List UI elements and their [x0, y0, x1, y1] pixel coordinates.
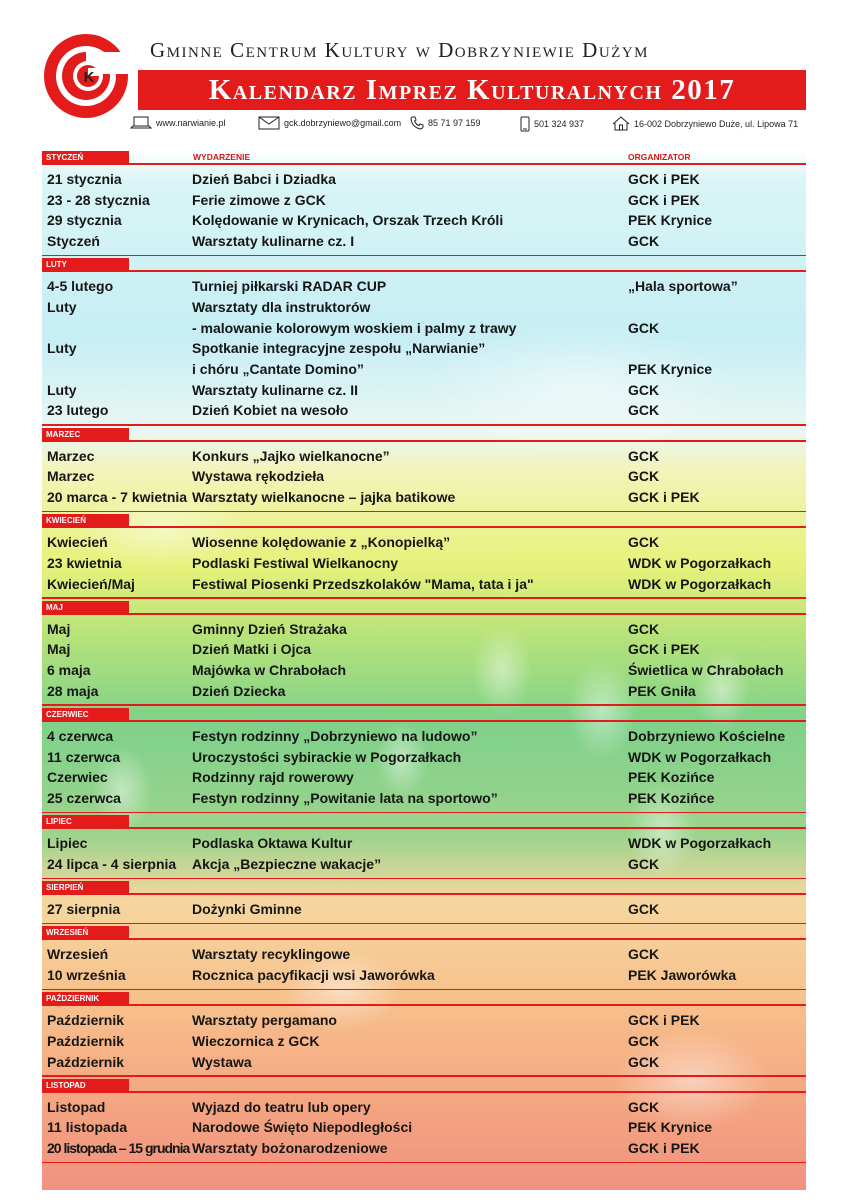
event-title: Warsztaty bożonarodzeniowe [192, 1140, 388, 1157]
month-label: SIERPIEŃ [42, 881, 129, 894]
event-list [42, 897, 806, 920]
event-date: 11 listopada [47, 1119, 128, 1136]
event-list [42, 831, 806, 874]
event-list [42, 1095, 806, 1159]
event-row [42, 788, 806, 809]
column-header-organizer: ORGANIZATOR [628, 152, 691, 162]
house-icon [612, 116, 630, 131]
event-title: Wieczornica z GCK [192, 1032, 320, 1049]
event-list [42, 167, 806, 252]
month-divider [42, 526, 806, 528]
event-row [42, 380, 806, 401]
event-organizer: GCK [628, 381, 660, 398]
event-date: 23 - 28 stycznia [47, 191, 150, 208]
month-label: LIPIEC [42, 815, 129, 828]
event-organizer: GCK [628, 468, 660, 485]
section-bottom-line [42, 424, 806, 426]
event-list [42, 274, 806, 421]
event-date: Lipiec [47, 835, 88, 852]
event-row [42, 854, 806, 875]
event-row [42, 400, 806, 421]
month-label: CZERWIEC [42, 708, 129, 721]
event-title: Majówka w Chrabołach [192, 662, 347, 679]
event-organizer: GCK [628, 855, 660, 872]
event-row [42, 190, 806, 211]
event-date: Wrzesień [47, 946, 109, 963]
event-row [42, 446, 806, 467]
event-organizer: GCK i PEK [628, 1012, 700, 1029]
month-header [42, 991, 806, 1008]
event-title: Podlaski Festiwal Wielkanocny [192, 554, 399, 571]
event-title: Festyn rodzinny „Powitanie lata na sportowo” [192, 790, 498, 806]
event-date: 10 września [47, 966, 126, 983]
envelope-icon [258, 116, 280, 130]
month-label: PAŹDZIERNIK [42, 992, 129, 1005]
event-organizer: Dobrzyniewo Kościelne [628, 727, 786, 744]
month-header [42, 814, 806, 831]
month-header [42, 1078, 806, 1095]
event-row [42, 747, 806, 768]
event-row [42, 1117, 806, 1138]
event-organizer: WDK w Pogorzałkach [628, 575, 772, 592]
event-organizer: GCK [628, 946, 660, 963]
event-title: Wyjazd do teatru lub opery [192, 1098, 371, 1115]
event-organizer: GCK [628, 233, 660, 250]
event-row [42, 1031, 806, 1052]
event-organizer: GCK i PEK [628, 191, 700, 208]
event-row [42, 297, 806, 318]
month-label: LISTOPAD [42, 1079, 129, 1092]
event-organizer: GCK [628, 319, 660, 336]
section-bottom-line [42, 812, 806, 814]
month-label: MAJ [42, 601, 129, 614]
event-organizer: „Hala sportowa” [628, 278, 738, 295]
event-organizer: GCK i PEK [628, 1140, 700, 1157]
mobile-text: 501 324 937 [534, 119, 585, 129]
event-title: i chóru „Cantate Domino” [192, 361, 364, 377]
title-bar [138, 70, 806, 110]
month-label: KWIECIEŃ [42, 514, 129, 527]
event-organizer: PEK Jaworówka [628, 966, 737, 983]
event-organizer: GCK [628, 1098, 660, 1115]
event-organizer: GCK [628, 534, 660, 551]
event-row [42, 210, 806, 231]
event-date: 24 lipca - 4 sierpnia [47, 855, 177, 872]
column-header-event: WYDARZENIE [193, 152, 251, 162]
event-row [42, 359, 806, 380]
event-organizer: WDK w Pogorzałkach [628, 554, 772, 571]
event-organizer: GCK [628, 1053, 660, 1070]
page-title: Kalendarz Imprez Kulturalnych 2017 [208, 73, 736, 106]
section-bottom-line [42, 597, 806, 599]
phone-icon [410, 116, 424, 130]
month-label: STYCZEŃ [42, 151, 129, 164]
event-date: 25 czerwca [47, 790, 121, 806]
event-date: Maj [47, 620, 71, 637]
event-row [42, 619, 806, 640]
event-row [42, 574, 806, 595]
event-title: Ferie zimowe z GCK [192, 191, 326, 208]
section-bottom-line [42, 1162, 806, 1164]
event-row [42, 276, 806, 297]
event-row [42, 532, 806, 553]
event-title: - malowanie kolorowym woskiem i palmy z trawy [192, 319, 517, 336]
event-date: 23 kwietnia [47, 554, 122, 571]
event-title: Uroczystości sybirackie w Pogorzałkach [192, 748, 462, 765]
event-organizer: GCK i PEK [628, 171, 700, 187]
event-date: Luty [47, 298, 77, 315]
event-row [42, 1097, 806, 1118]
event-title: Warsztaty dla instruktorów [192, 298, 371, 315]
event-organizer: PEK Kozińce [628, 790, 715, 806]
event-title: Rocznica pacyfikacji wsi Jaworówka [192, 966, 435, 983]
event-row [42, 681, 806, 702]
event-date: Kwiecień [47, 534, 108, 551]
event-row [42, 767, 806, 788]
month-divider [42, 1004, 806, 1006]
website-text: www.narwianie.pl [156, 118, 226, 128]
event-date: Październik [47, 1012, 125, 1029]
event-date: 11 czerwca [47, 748, 121, 765]
event-row [42, 944, 806, 965]
event-date: Luty [47, 381, 77, 398]
month-divider [42, 720, 806, 722]
event-row [42, 466, 806, 487]
event-title: Warsztaty recyklingowe [192, 946, 351, 963]
month-header [42, 257, 806, 274]
event-organizer: GCK i PEK [628, 488, 700, 505]
event-date: 21 stycznia [47, 171, 122, 187]
event-list [42, 444, 806, 508]
event-row [42, 899, 806, 920]
month-divider [42, 938, 806, 940]
event-date: 23 lutego [47, 402, 109, 419]
event-list [42, 530, 806, 594]
event-organizer: PEK Kozińce [628, 769, 715, 786]
contact-address [612, 116, 798, 131]
month-label: WRZESIEŃ [42, 926, 129, 939]
event-row [42, 487, 806, 508]
event-title: Festiwal Piosenki Przedszkolaków "Mama, tata i ja" [192, 575, 534, 592]
calendar-sections [42, 150, 806, 1164]
event-date: Marzec [47, 468, 95, 485]
month-header [42, 513, 806, 530]
month-divider [42, 1091, 806, 1093]
event-organizer: GCK [628, 1032, 660, 1049]
month-divider [42, 893, 806, 895]
event-row [42, 833, 806, 854]
month-divider [42, 163, 806, 165]
month-header [42, 427, 806, 444]
event-date: Październik [47, 1032, 125, 1049]
event-row [42, 965, 806, 986]
event-title: Dożynki Gminne [192, 901, 302, 918]
contact-bar [130, 116, 820, 138]
event-row [42, 726, 806, 747]
section-bottom-line [42, 255, 806, 257]
month-divider [42, 613, 806, 615]
event-date: Marzec [47, 447, 95, 464]
event-title: Dzień Dziecka [192, 682, 286, 699]
event-title: Gminny Dzień Strażaka [192, 620, 347, 637]
month-label: LUTY [42, 258, 129, 271]
event-date: 4-5 lutego [47, 278, 114, 295]
section-bottom-line [42, 923, 806, 925]
event-date: 27 sierpnia [47, 901, 121, 918]
event-row [42, 553, 806, 574]
event-organizer: Świetlica w Chrabołach [628, 662, 784, 679]
event-list [42, 617, 806, 702]
contact-phone[interactable] [410, 116, 481, 130]
event-date: 29 stycznia [47, 212, 122, 229]
event-organizer: PEK Krynice [628, 361, 713, 377]
event-date: 28 maja [47, 682, 99, 699]
event-date: Październik [47, 1053, 125, 1070]
event-title: Festyn rodzinny „Dobrzyniewo na ludowo” [192, 727, 478, 744]
event-organizer: WDK w Pogorzałkach [628, 835, 772, 852]
address-text: 16-002 Dobrzyniewo Duże, ul. Lipowa 71 [634, 118, 799, 129]
event-title: Warsztaty pergamano [192, 1012, 337, 1029]
event-title: Akcja „Bezpieczne wakacje” [192, 855, 382, 872]
logo-k-letter: K [83, 69, 95, 86]
section-bottom-line [42, 704, 806, 706]
month-header [42, 925, 806, 942]
event-row [42, 338, 806, 359]
event-date: 4 czerwca [47, 727, 114, 744]
event-organizer: PEK Krynice [628, 1119, 713, 1136]
event-organizer: WDK w Pogorzałkach [628, 748, 772, 765]
event-organizer: PEK Krynice [628, 212, 713, 229]
event-date: 6 maja [47, 662, 91, 679]
event-title: Dzień Kobiet na wesoło [192, 402, 349, 419]
event-organizer: GCK [628, 620, 660, 637]
event-title: Spotkanie integracyjne zespołu „Narwianie” [192, 340, 486, 357]
event-title: Kolędowanie w Krynicach, Orszak Trzech Króli [192, 212, 504, 229]
phone-text: 85 71 97 159 [428, 118, 481, 128]
event-title: Narodowe Święto Niepodległości [192, 1119, 413, 1136]
event-organizer: GCK [628, 447, 660, 464]
contact-website[interactable] [130, 116, 226, 130]
event-title: Rodzinny rajd rowerowy [192, 769, 354, 786]
event-date: Listopad [47, 1098, 106, 1115]
laptop-icon [130, 116, 152, 130]
event-title: Warsztaty wielkanocne – jajka batikowe [192, 488, 456, 505]
event-row [42, 318, 806, 339]
event-title: Wiosenne kolędowanie z „Konopielką” [192, 534, 451, 551]
section-bottom-line [42, 1075, 806, 1077]
event-list [42, 724, 806, 809]
event-list [42, 942, 806, 985]
event-title: Warsztaty kulinarne cz. II [192, 381, 358, 398]
section-bottom-line [42, 989, 806, 991]
event-date: 20 marca - 7 kwietnia [47, 488, 188, 505]
event-date: Luty [47, 340, 77, 357]
event-organizer: GCK [628, 901, 660, 918]
event-row [42, 1052, 806, 1073]
month-divider [42, 827, 806, 829]
event-title: Dzień Matki i Ojca [192, 641, 312, 658]
calendar [42, 150, 806, 1190]
mobile-phone-icon [520, 116, 530, 132]
event-date: 20 listopada – 15 grudnia [47, 1140, 190, 1157]
event-title: Konkurs „Jajko wielkanocne” [192, 447, 390, 464]
month-label: MARZEC [42, 428, 129, 441]
event-title: Wystawa rękodzieła [192, 468, 325, 485]
event-row [42, 1138, 806, 1159]
organization-name: Gminne Centrum Kultury w Dobrzyniewie Dużym [150, 38, 650, 62]
event-organizer: PEK Gniła [628, 682, 696, 699]
event-row [42, 231, 806, 252]
event-date: Styczeń [47, 233, 100, 250]
contact-mobile[interactable] [520, 116, 584, 132]
month-header [42, 600, 806, 617]
event-row [42, 639, 806, 660]
event-organizer: GCK i PEK [628, 641, 700, 658]
event-row [42, 1010, 806, 1031]
event-title: Dzień Babci i Dziadka [192, 171, 336, 187]
month-divider [42, 440, 806, 442]
event-list [42, 1008, 806, 1072]
month-header [42, 707, 806, 724]
email-text: gck.dobrzyniewo@gmail.com [284, 118, 402, 128]
event-date: Maj [47, 641, 71, 658]
gck-logo [40, 30, 132, 122]
event-title: Turniej piłkarski RADAR CUP [192, 278, 387, 295]
month-header [42, 150, 806, 167]
section-bottom-line [42, 878, 806, 880]
event-title: Wystawa [192, 1053, 252, 1070]
event-row [42, 660, 806, 681]
event-title: Podlaska Oktawa Kultur [192, 835, 353, 852]
contact-email[interactable] [258, 116, 401, 130]
event-date: Kwiecień/Maj [47, 575, 135, 592]
event-title: Warsztaty kulinarne cz. I [192, 233, 355, 250]
event-organizer: GCK [628, 402, 660, 419]
event-row [42, 169, 806, 190]
event-date: Czerwiec [47, 769, 108, 786]
month-header [42, 880, 806, 897]
section-bottom-line [42, 511, 806, 513]
month-divider [42, 270, 806, 272]
